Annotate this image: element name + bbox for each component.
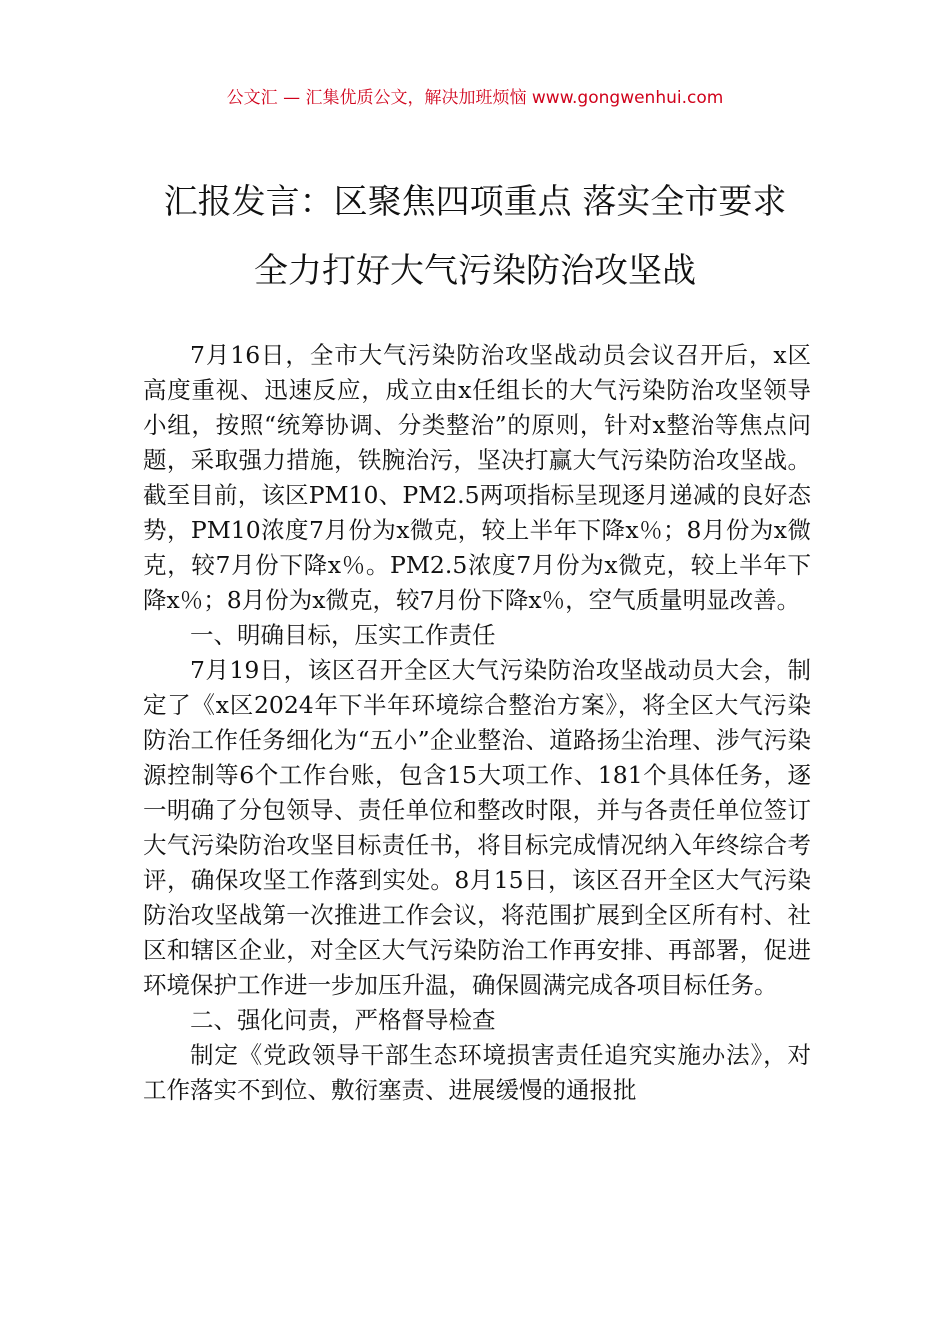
section-heading-1: 一、明确目标，压实工作责任 (190, 621, 496, 649)
paragraph-section-2: 制定《党政领导干部生态环境损害责任追究实施办法》，对工作落实不到位、敷衍塞责、进展缓慢的通报批 (143, 1041, 811, 1104)
section-heading-2: 二、强化问责，严格督导检查 (190, 1006, 496, 1034)
document-body (143, 338, 811, 1108)
document-title-line-1: 汇报发言：区聚焦四项重点 落实全市要求 (163, 182, 787, 222)
site-banner: 公文汇 — 汇集优质公文，解决加班烦恼 www.gongwenhui.com (226, 88, 724, 108)
paragraph-section-1: 7月19日，该区召开全区大气污染防治攻坚战动员大会，制定了《x区2024年下半年环境综合整治方案》，将全区大气污染防治工作任务细化为“五小”企业整治、道路扬尘治理、涉气污染源控制等6个工作台账，包含15大项工作、181个具体任务，逐一明确了分包领导、责任单位和整改时限，并与各责任单位签订大气污染防治攻坚目标责任书，将目标完成情况纳入年终综合考评，确保攻坚工作落到实处。8月15日，该区召开全区大气污染防治攻坚战第一次推进工作会议，将范围扩展到全区所有村、社区和辖区企业，对全区大气污染防治工作再安排、再部署，促进环境保护工作进一步加压升温，确保圆满完成各项目标任务。 (143, 656, 811, 999)
document-title-line-2: 全力打好大气污染防治攻坚战 (254, 251, 696, 291)
paragraph-intro: 7月16日，全市大气污染防治攻坚战动员会议召开后，x区高度重视、迅速反应，成立由x任组长的大气污染防治攻坚领导小组，按照“统筹协调、分类整治”的原则，针对x整治等焦点问题，采取强力措施，铁腕治污，坚决打赢大气污染防治攻坚战。截至目前，该区PM10、PM2.5两项指标呈现逐月递减的良好态势，PM10浓度7月份为x微克，较上半年下降x％；8月份为x微克，较7月份下降x％。PM2.5浓度7月份为x微克，较上半年下降x％；8月份为x微克，较7月份下降x％，空气质量明显改善。 (143, 341, 811, 614)
